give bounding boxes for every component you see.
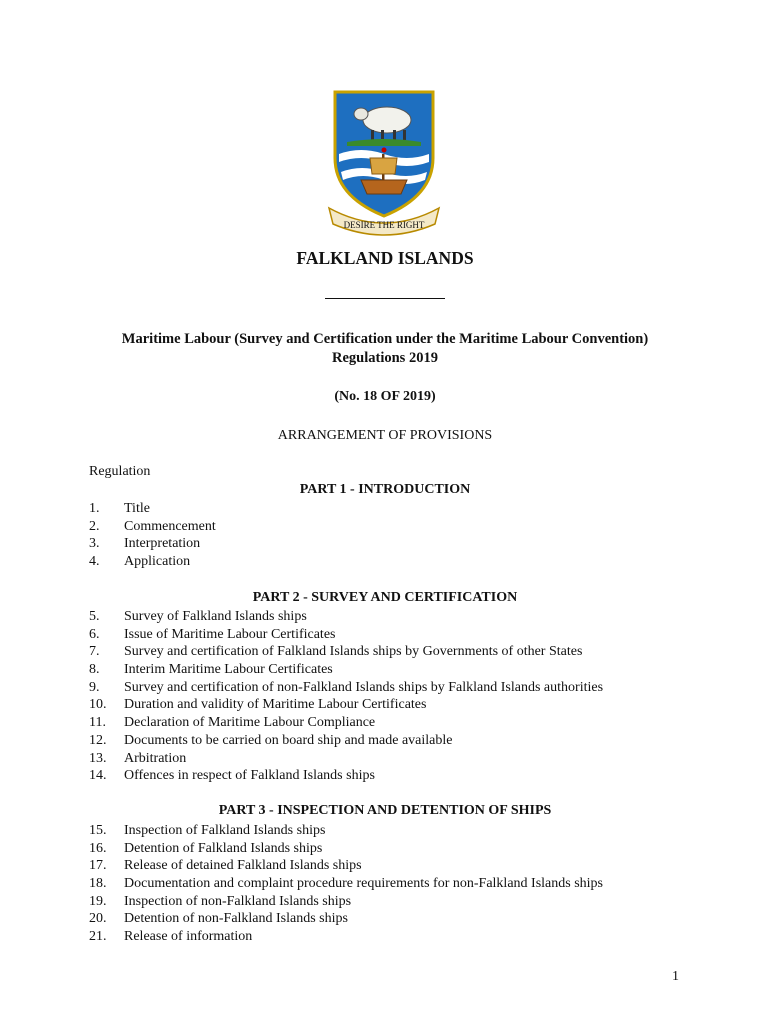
item-text: Survey of Falkland Islands ships (124, 609, 307, 624)
list-item (0, 696, 770, 714)
item-number: 9. (89, 679, 100, 695)
item-number: 11. (89, 715, 106, 731)
regulation-title-line-1: Maritime Labour (Survey and Certification under the Maritime Labour Convention) (121, 331, 649, 347)
item-number: 1. (89, 501, 100, 516)
item-text: Documents to be carried on board ship and made available (124, 732, 453, 748)
item-number: 3. (89, 536, 100, 552)
arrangement-heading: ARRANGEMENT OF PROVISIONS (277, 428, 493, 443)
item-number: 16. (89, 840, 107, 856)
item-text: Offences in respect of Falkland Islands ships (124, 768, 375, 784)
item-number: 15. (89, 823, 107, 838)
list-item (0, 608, 770, 626)
crest-motto: DESIRE THE RIGHT (343, 220, 425, 230)
part-2-list (0, 608, 770, 785)
regulation-number: (No. 18 OF 2019) (334, 389, 436, 404)
item-text: Inspection of non-Falkland Islands ships (124, 893, 352, 909)
item-number: 8. (89, 662, 100, 678)
list-item (0, 857, 770, 875)
item-number: 19. (89, 893, 107, 909)
item-text: Detention of non-Falkland Islands ships (124, 911, 348, 927)
item-text: Inspection of Falkland Islands ships (124, 823, 326, 838)
item-text: Application (124, 554, 191, 570)
item-text: Survey and certification of Falkland Islands ships by Governments of other States (124, 644, 583, 660)
list-item (0, 714, 770, 732)
list-item (0, 767, 770, 785)
list-item (0, 875, 770, 893)
list-item (0, 518, 770, 536)
item-text: Interim Maritime Labour Certificates (124, 662, 333, 678)
part-3-heading: PART 3 - INSPECTION AND DETENTION OF SHIPS (218, 803, 552, 818)
list-item (0, 679, 770, 697)
list-item (0, 840, 770, 858)
part-3-list (0, 822, 770, 946)
item-number: 13. (89, 750, 107, 766)
item-text: Interpretation (124, 536, 201, 552)
item-number: 6. (89, 626, 100, 642)
part-1-list (0, 500, 770, 571)
item-number: 14. (89, 768, 107, 784)
item-text: Arbitration (124, 750, 187, 766)
list-item (0, 626, 770, 644)
list-item (0, 822, 770, 840)
list-item (0, 893, 770, 911)
item-number: 21. (89, 929, 107, 945)
item-text: Documentation and complaint procedure requirements for non-Falkland Islands ships (124, 876, 603, 892)
item-number: 5. (89, 609, 100, 624)
regulation-column-label: Regulation (89, 464, 151, 479)
item-number: 12. (89, 732, 107, 748)
list-item (0, 750, 770, 768)
list-item (0, 661, 770, 679)
item-number: 18. (89, 876, 107, 892)
coat-of-arms-emblem (325, 88, 443, 238)
item-number: 10. (89, 697, 107, 713)
list-item (0, 643, 770, 661)
list-item (0, 732, 770, 750)
title-underline (325, 298, 445, 299)
item-text: Survey and certification of non-Falkland Islands ships by Falkland Islands authorities (124, 679, 604, 695)
list-item (0, 928, 770, 946)
list-item (0, 910, 770, 928)
list-item (0, 553, 770, 571)
item-number: 4. (89, 554, 100, 570)
part-2-heading: PART 2 - SURVEY AND CERTIFICATION (252, 590, 518, 605)
item-number: 2. (89, 518, 100, 534)
part-1-heading: PART 1 - INTRODUCTION (299, 482, 471, 497)
item-text: Detention of Falkland Islands ships (124, 840, 323, 856)
list-item (0, 500, 770, 518)
item-number: 17. (89, 858, 107, 874)
item-text: Declaration of Maritime Labour Compliance (124, 715, 376, 731)
regulation-title-line-2: Regulations 2019 (332, 350, 438, 366)
regulation-title (100, 330, 670, 368)
list-item (0, 535, 770, 553)
item-text: Title (124, 501, 150, 516)
item-text: Release of information (124, 929, 253, 945)
item-text: Duration and validity of Maritime Labour Certificates (124, 697, 427, 713)
item-text: Commencement (124, 518, 216, 534)
page-number: 1 (672, 969, 679, 984)
item-text: Issue of Maritime Labour Certificates (124, 626, 336, 642)
item-number: 7. (89, 644, 100, 660)
item-number: 20. (89, 911, 107, 927)
jurisdiction-title: FALKLAND ISLANDS (296, 248, 474, 268)
item-text: Release of detained Falkland Islands ships (124, 858, 362, 874)
